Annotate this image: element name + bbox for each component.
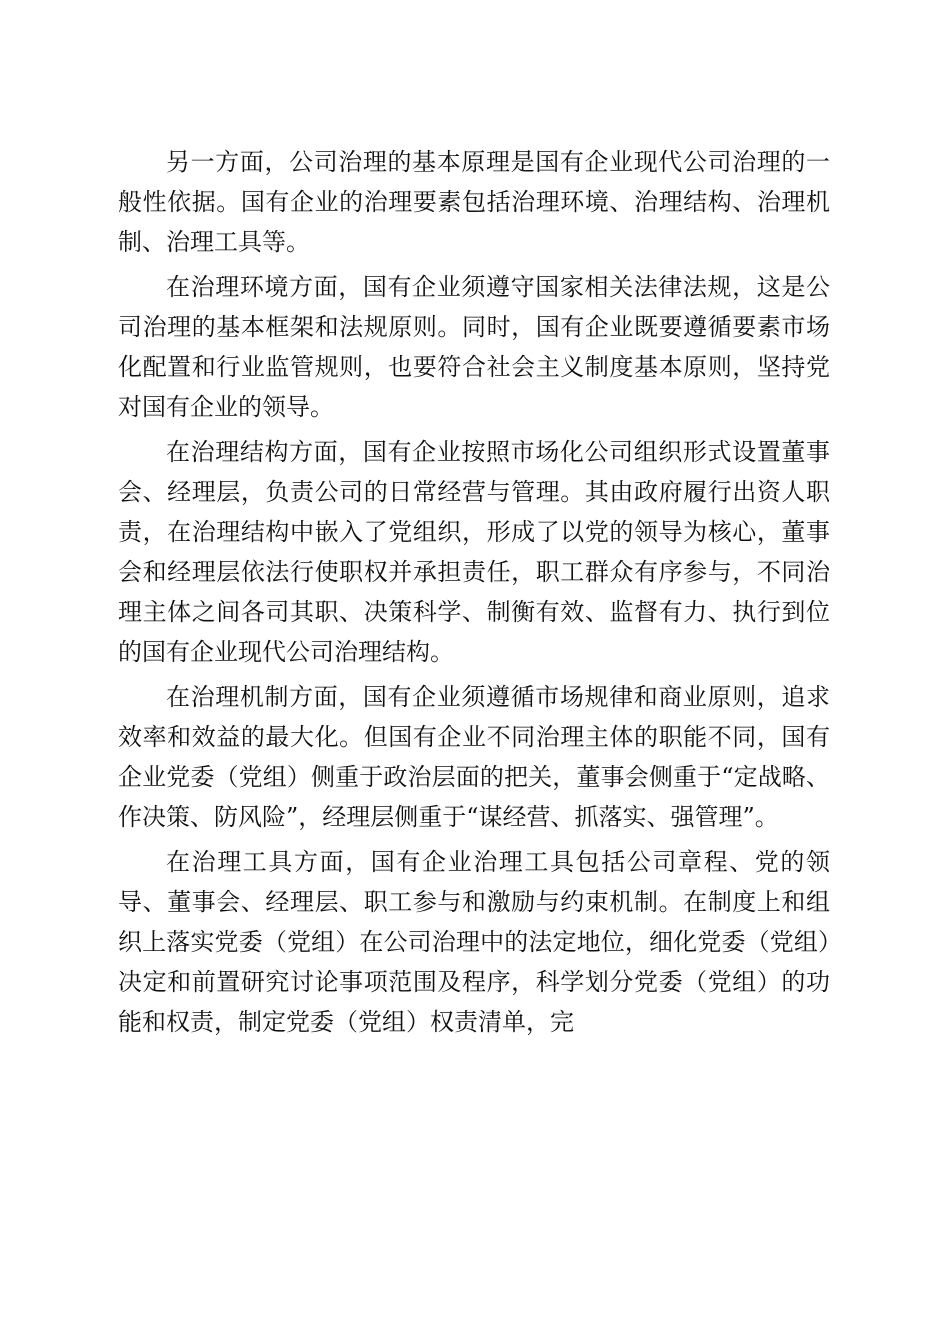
document-body <box>118 142 830 1042</box>
paragraph-governance-environment: 在治理环境方面，国有企业须遵守国家相关法律法规，这是公司治理的基本框架和法规原则。同时，国有企业既要遵循要素市场化配置和行业监管规则，也要符合社会主义制度基本原则，坚持党对国有企业的领导。 <box>118 273 830 421</box>
paragraph-governance-tools: 在治理工具方面，国有企业治理工具包括公司章程、党的领导、董事会、经理层、职工参与和激励与约束机制。在制度上和组织上落实党委（党组）在公司治理中的法定地位，细化党委（党组）决定和前置研究讨论事项范围及程序，科学划分党委（党组）的功能和权责，制定党委（党组）权责清单，完 <box>118 848 830 1036</box>
paragraph-governance-principles: 另一方面，公司治理的基本原理是国有企业现代公司治理的一般性依据。国有企业的治理要素包括治理环境、治理结构、治理机制、治理工具等。 <box>118 148 830 256</box>
paragraph-governance-mechanism: 在治理机制方面，国有企业须遵循市场规律和商业原则，追求效率和效益的最大化。但国有企业不同治理主体的职能不同，国有企业党委（党组）侧重于政治层面的把关，董事会侧重于“定战略、作决策、防风险”，经理层侧重于“谋经营、抓落实、强管理”。 <box>118 683 830 831</box>
paragraph-governance-structure: 在治理结构方面，国有企业按照市场化公司组织形式设置董事会、经理层，负责公司的日常经营与管理。其由政府履行出资人职责，在治理结构中嵌入了党组织，形成了以党的领导为核心，董事会和经理层依法行使职权并承担责任，职工群众有序参与，不同治理主体之间各司其职、决策科学、制衡有效、监督有力、执行到位的国有企业现代公司治理结构。 <box>118 438 830 666</box>
